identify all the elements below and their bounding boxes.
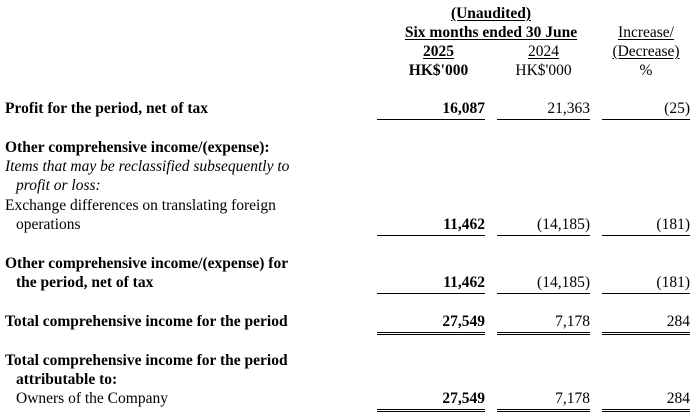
double-rule: [377, 332, 485, 335]
rule: [377, 235, 485, 236]
header-period: Six months ended 30 June: [404, 24, 578, 41]
header-unaudited: (Unaudited): [450, 5, 532, 22]
row-owners-label: Owners of the Company: [16, 390, 168, 407]
rule: [497, 293, 590, 294]
row-exchange-2025: 11,462: [443, 216, 485, 233]
row-oci-total-2024: (14,185): [537, 274, 590, 291]
header-unit-2025: HK$'000: [408, 62, 469, 79]
rule: [602, 235, 690, 236]
rule: [602, 119, 690, 120]
header-year-2025: 2025: [423, 43, 454, 60]
double-rule: [497, 332, 590, 335]
rule: [602, 293, 690, 294]
row-exchange-label-line1: Exchange differences on translating foreign: [5, 197, 276, 214]
header-percent: %: [639, 62, 653, 79]
double-rule: [497, 409, 590, 412]
row-reclass-line1: Items that may be reclassified subsequently to: [5, 158, 290, 175]
row-owners-2025: 27,549: [442, 390, 485, 407]
row-tci-label: Total comprehensive income for the period: [5, 313, 288, 330]
header-increase: Increase/: [618, 24, 674, 41]
header-unit-2024: HK$'000: [515, 62, 572, 79]
row-profit-change: (25): [664, 100, 690, 117]
row-profit-2024: 21,363: [547, 100, 590, 117]
row-attrib-line2: attributable to:: [16, 371, 118, 388]
row-profit-label: Profit for the period, net of tax: [5, 100, 209, 117]
rule: [377, 119, 485, 120]
row-exchange-2024: (14,185): [537, 216, 590, 233]
double-rule: [602, 332, 690, 335]
row-oci-total-2025: 11,462: [443, 274, 485, 291]
row-reclass-line2: profit or loss:: [16, 177, 101, 194]
row-attrib-line1: Total comprehensive income for the period: [5, 352, 288, 369]
double-rule: [377, 409, 485, 412]
row-owners-change: 284: [666, 390, 690, 407]
row-owners-2024: 7,178: [555, 390, 590, 407]
rule: [497, 119, 590, 120]
row-oci-total-change: (181): [656, 274, 690, 291]
row-oci-total-label-line2: the period, net of tax: [16, 274, 154, 291]
rule: [377, 293, 485, 294]
double-rule: [602, 409, 690, 412]
row-tci-2024: 7,178: [555, 313, 590, 330]
header-decrease: (Decrease): [612, 43, 680, 60]
row-tci-change: 284: [666, 313, 690, 330]
row-exchange-change: (181): [656, 216, 690, 233]
rule: [497, 235, 590, 236]
row-exchange-label-line2: operations: [16, 216, 81, 233]
header-year-2024: 2024: [528, 43, 559, 60]
row-oci-heading: Other comprehensive income/(expense):: [5, 139, 270, 156]
row-tci-2025: 27,549: [442, 313, 485, 330]
row-profit-2025: 16,087: [442, 100, 485, 117]
row-oci-total-label-line1: Other comprehensive income/(expense) for: [5, 255, 289, 272]
